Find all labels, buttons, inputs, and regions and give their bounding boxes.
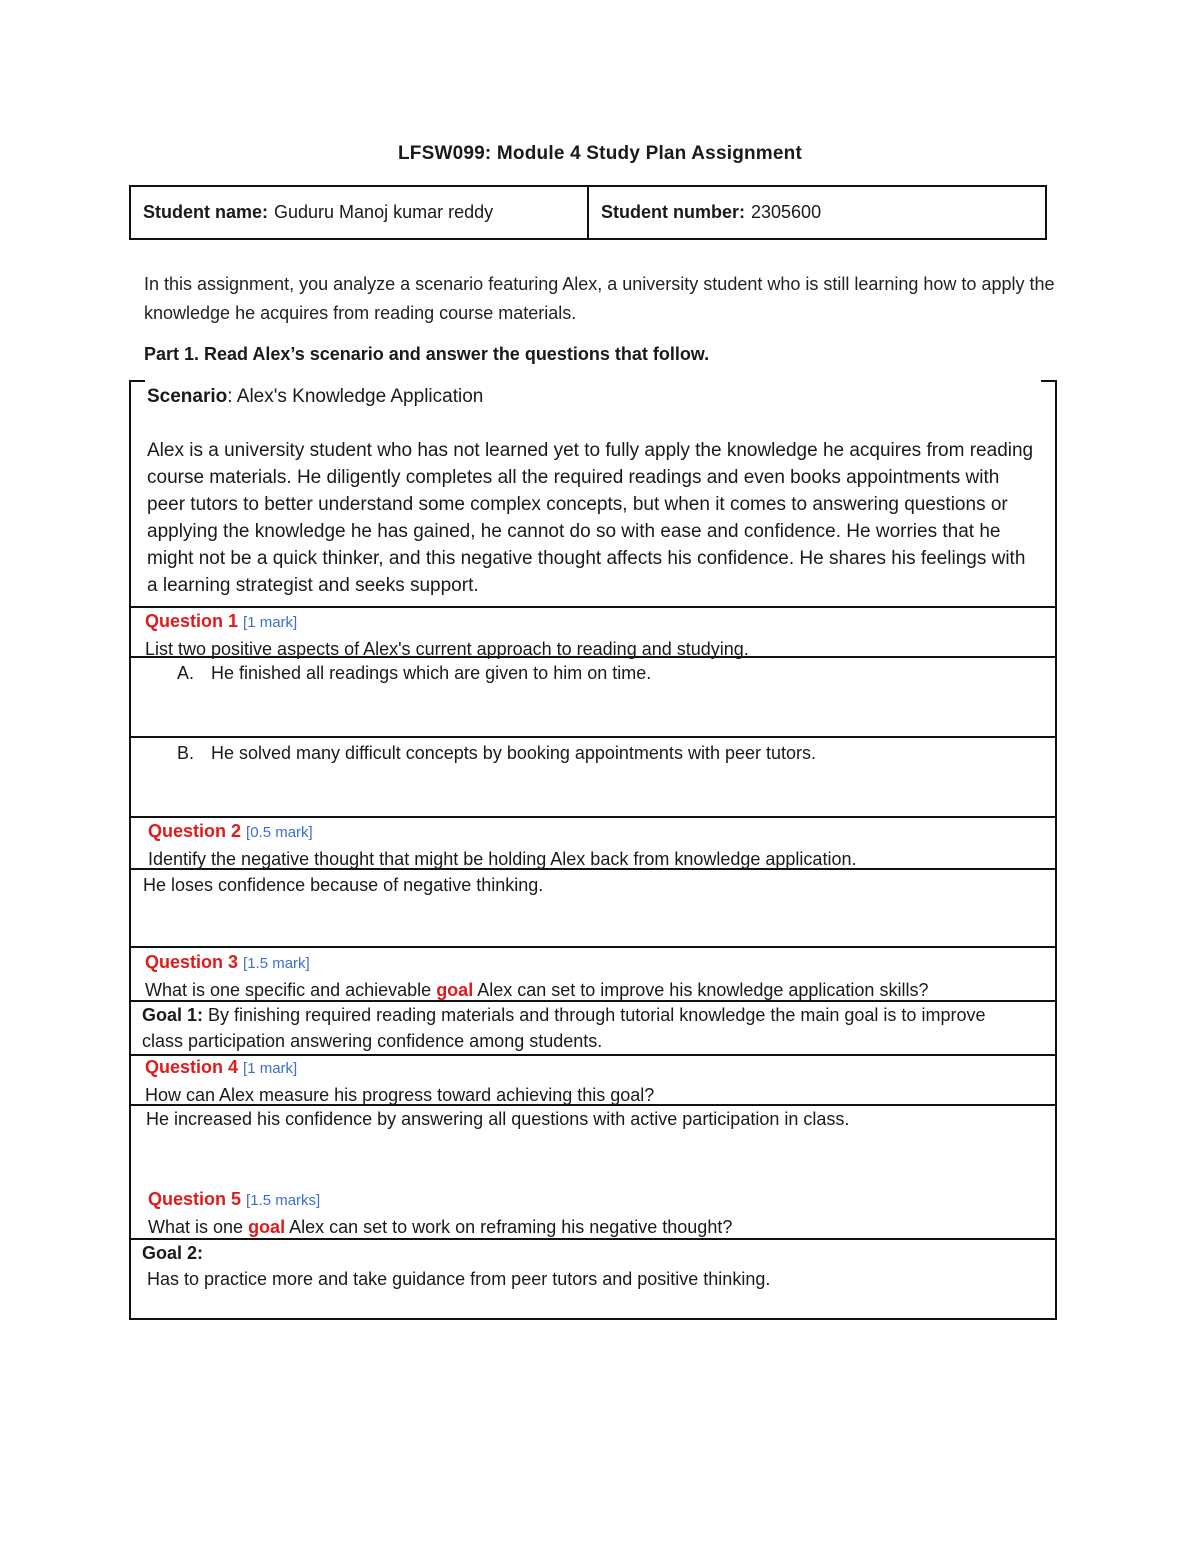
answer-3-box (129, 1000, 1057, 1056)
part1-heading: Part 1. Read Alex’s scenario and answer the questions that follow. (144, 344, 710, 364)
answer-1a-box (129, 656, 1057, 738)
question-4-prompt: How can Alex measure his progress toward achieving this goal? (145, 1085, 655, 1105)
question-4-label: Question 4 (145, 1057, 239, 1077)
answer-1b-box (129, 736, 1057, 818)
question-5-goal-highlight: goal (248, 1217, 286, 1237)
answer-1a (131, 656, 1055, 686)
answer-1b-letter: B. (177, 743, 195, 763)
scenario-body: Alex is a university student who has not learned yet to fully apply the knowledge he acquires from reading course materials. He diligently completes all the required readings and even books appointments with peer tutors to better understand some complex concepts, but when it comes to answering questions or applying the knowledge he has gained, he cannot do so with ease and confidence. He worries that he might not be a quick thinker, and this negative thought affects his confidence. He shares his feelings with a learning strategist and seeks support. (147, 440, 1034, 596)
student-name-cell (131, 187, 587, 238)
question-5-label: Question 5 (148, 1189, 242, 1209)
answer-5-text: Has to practice more and take guidance from peer tutors and positive thinking. (147, 1269, 771, 1289)
answer-1b-text: He solved many difficult concepts by booking appointments with peer tutors. (211, 743, 816, 763)
question-1-prompt: List two positive aspects of Alex's current approach to reading and studying. (145, 639, 749, 659)
question-3-mark: [1.5 mark] (243, 955, 310, 972)
student-info-table (129, 185, 1047, 240)
question-4-header (145, 1054, 1055, 1082)
question-1-box (129, 606, 1057, 658)
question-5-header (148, 1186, 1055, 1214)
question-1-label: Question 1 (145, 611, 239, 631)
answer-1a-text: He finished all readings which are given to him on time. (211, 663, 652, 683)
scenario-title (147, 383, 1055, 410)
student-number-label: Student number: (601, 202, 745, 222)
question-2-prompt: Identify the negative thought that might be holding Alex back from knowledge application. (148, 849, 857, 869)
student-name-label: Student name: (143, 202, 269, 222)
question-3-prompt-after: Alex can set to improve his knowledge application skills? (477, 980, 929, 1000)
question-4-box (129, 1054, 1057, 1106)
answer-1b (131, 736, 1055, 766)
page-title: LFSW099: Module 4 Study Plan Assignment (397, 143, 803, 164)
question-3-goal-highlight: goal (436, 980, 474, 1000)
answer-2-box (129, 868, 1057, 948)
scenario-title-text: : Alex's Knowledge Application (227, 386, 484, 407)
question-5-prompt-before: What is one (148, 1217, 244, 1237)
answer-4-text: He increased his confidence by answering all questions with active participation in class. (146, 1109, 850, 1129)
answer-5-goal-label: Goal 2: (142, 1243, 204, 1263)
question-5-box (129, 1184, 1057, 1240)
answer-3-goal-label: Goal 1: (142, 1005, 204, 1025)
question-3-header (145, 949, 1055, 977)
answer-2-text: He loses confidence because of negative thinking. (143, 875, 544, 895)
question-2-mark: [0.5 mark] (246, 824, 313, 841)
answer-4-box (129, 1104, 1057, 1186)
question-1-mark: [1 mark] (243, 614, 298, 631)
student-number-value: 2305600 (751, 202, 822, 222)
student-number-cell (587, 187, 1045, 238)
question-2-box (129, 816, 1057, 870)
answer-5-box (129, 1238, 1057, 1320)
question-5-mark: [1.5 marks] (246, 1192, 321, 1209)
question-4-mark: [1 mark] (243, 1060, 298, 1077)
scenario-label: Scenario (147, 386, 228, 407)
answer-1a-letter: A. (177, 663, 195, 683)
student-name-value: Guduru Manoj kumar reddy (274, 202, 494, 222)
question-5-prompt (148, 1214, 1055, 1240)
question-3-box (129, 946, 1057, 1002)
question-3-label: Question 3 (145, 952, 239, 972)
question-1-header (145, 608, 1055, 636)
answer-3-text: By finishing required reading materials and through tutorial knowledge the main goal is to improve class participation answering confidence among students. (142, 1005, 986, 1051)
scenario-box (129, 380, 1057, 608)
question-3-prompt-before: What is one specific and achievable (145, 980, 432, 1000)
question-2-header (148, 818, 1055, 846)
question-2-label: Question 2 (148, 821, 242, 841)
question-5-prompt-after: Alex can set to work on reframing his negative thought? (289, 1217, 733, 1237)
intro-paragraph: In this assignment, you analyze a scenario featuring Alex, a university student who is still learning how to apply the knowledge he acquires from reading course materials. (144, 274, 1055, 323)
